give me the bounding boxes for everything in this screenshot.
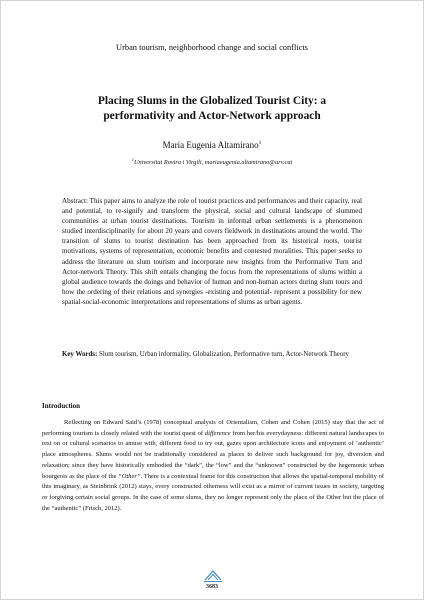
body-emphasis-2: “Other” [118, 472, 141, 480]
running-head: Urban tourism, neighborhood change and social conflicts [116, 43, 308, 52]
abstract-paragraph: Abstract: This paper aims to analyze the role of tourist practices and performances and their capacity, real and potential, to re-signify and transform the physical, social and cultural landscape of slummed communities at urban tourist destinations. Tourism in informal urban settlements is a phenomenon studied interdisciplinarily for about 20 years and covers fieldwork in destinations around the world. The transition of slums to tourist destination has been approached from its historical roots, tourist motivations, systems of representation, economic benefits and contested moralities. This paper seeks to address the literature on slum tourism and incorporate new insights from the Performative Turn and Actor-network Theory. This shift entails changing the focus from the representations of slums within a global audience towards the doings and behavior of human and non-human actors during slum tours and how the ordering of their relations and synergies -existing and potential- represent a possibility for new spatial-social-economic interpretations and representations of slums as urban agents. [62, 197, 362, 306]
body-part-2: from her/his everydayness: different natural landscapes to rest on or cultural scenarios to amuse with, different food to try out, gazes upon architecture icons and enjoyment of ‘authentic’ place atmospheres. Slums would not be traditionally considered as places to deliver such background for joy, diversion and relaxation; since they have historically embodied the “dark”, the “low” and the “unknown” constructed by the hegemonic urban bourgeois as the place of the [42, 429, 384, 480]
page-number: 3683 [206, 584, 218, 590]
conference-logo-icon [203, 569, 223, 583]
affiliation-text: Universitat Rovira i Virgili, mariaeugenia.altamirano@urv.cat [133, 159, 293, 167]
body-emphasis-1: difference [204, 429, 231, 437]
affiliation-superscript: 1 [131, 157, 134, 162]
keywords-paragraph [62, 350, 362, 360]
keywords-text: Slum tourism, Urban informality, Globalization, Performative turn, Actor-Network Theory [99, 351, 350, 358]
body-part-1: Reflecting on Edward Said’s (1978) conceptual analysis of Orientalism, Cohen and Cohen (2015) stay that the act of performing tourism is closely related with the tourist quest of [42, 419, 384, 437]
paper-title: Placing Slums in the Globalized Tourist City: a performativity and Actor-Network approach [97, 95, 327, 122]
section-heading: Introduction [42, 402, 80, 410]
affiliation-line [1, 157, 423, 166]
author-name: Maria Eugenia Altamirano [162, 140, 259, 150]
author-line [1, 140, 423, 150]
author-superscript: 1 [258, 140, 262, 146]
intro-paragraph [42, 418, 384, 514]
keywords-label: Key Words: [62, 351, 98, 358]
body-part-3: . There is a contextual frame for this construction that allows the spatial-temporal mobility of this imaginary, as Steinbrink (2012) stays, every constructed otherness will exist as a mirror of current issues in society, targeting or forgiving certain social groups. In the case of some slums, they no longer represent only the place of the Other but the place of the “authentic” (Frisch, 2012). [42, 472, 384, 512]
